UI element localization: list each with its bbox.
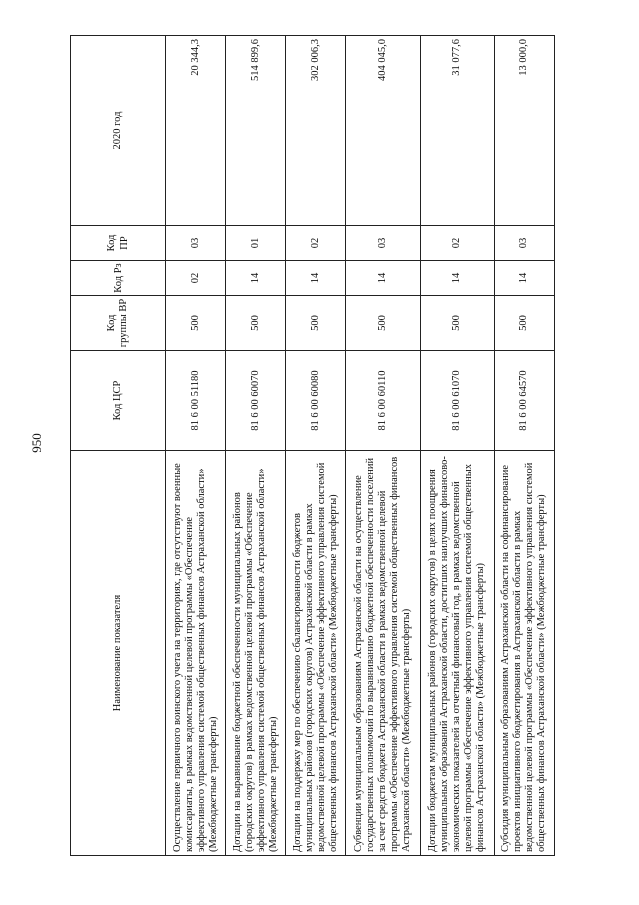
row-csr: 81 6 00 60070	[226, 351, 286, 451]
table-row	[166, 36, 226, 856]
row-vr: 500	[226, 296, 286, 351]
row-rz: 14	[494, 261, 554, 296]
row-name: Субсидия муниципальным образованиям Астраханской области на софинансирование проектов инициативного бюджетирования в Астраханской области в рамках ведомственной целевой программы «Обеспечение эффективного управления системой общественных финансов Астраханской области» (Межбюджетные трансферты)	[494, 451, 554, 856]
row-vr: 500	[346, 296, 420, 351]
table-row	[420, 36, 494, 856]
row-rz: 14	[226, 261, 286, 296]
row-name: Субвенции муниципальным образованиям Астраханской области на осуществление государственных полномочий по выравниванию бюджетной обеспеченности поселений за счет средств бюджета Астраханской области в рамках ведомственной целевой программы «Обеспечение эффективного управления системой общественных финансов Астраханской области» (Межбюджетные трансферты)	[346, 451, 420, 856]
row-rz: 14	[286, 261, 346, 296]
table-row	[286, 36, 346, 856]
row-rz: 14	[346, 261, 420, 296]
row-pr: 03	[346, 226, 420, 261]
row-pr: 03	[166, 226, 226, 261]
row-amount: 31 077,6	[420, 36, 494, 226]
table-row	[226, 36, 286, 856]
row-amount: 13 000,0	[494, 36, 554, 226]
row-csr: 81 6 00 60110	[346, 351, 420, 451]
row-name: Дотации на поддержку мер по обеспечению сбалансированности бюджетов муниципальных районов (городских округов) Астраханской области в рамках ведомственной целевой программы «Обеспечение эффективного управления системой общественных финансов Астраханской области» (Межбюджетные трансферты)	[286, 451, 346, 856]
row-vr: 500	[166, 296, 226, 351]
row-vr: 500	[494, 296, 554, 351]
row-pr: 02	[420, 226, 494, 261]
table-header-row	[71, 36, 166, 856]
row-pr: 02	[286, 226, 346, 261]
row-amount: 404 045,0	[346, 36, 420, 226]
row-csr: 81 6 00 51180	[166, 351, 226, 451]
table-row	[346, 36, 420, 856]
page-number: 950	[29, 433, 44, 453]
row-csr: 81 6 00 64570	[494, 351, 554, 451]
header-rz: Код Рз	[71, 261, 166, 296]
row-amount: 302 006,3	[286, 36, 346, 226]
budget-table	[70, 35, 555, 856]
header-vr: Код группы ВР	[71, 296, 166, 351]
header-year: 2020 год	[71, 36, 166, 226]
row-csr: 81 6 00 61070	[420, 351, 494, 451]
row-vr: 500	[286, 296, 346, 351]
row-pr: 01	[226, 226, 286, 261]
header-pr: Код ПР	[71, 226, 166, 261]
row-amount: 20 344,3	[166, 36, 226, 226]
row-csr: 81 6 00 60080	[286, 351, 346, 451]
row-name: Осуществление первичного воинского учета на территориях, где отсутствуют военные комиссариаты, в рамках ведомственной целевой программы «Обеспечение эффективного управления системой общественных финансов Астраханской области» (Межбюджетные трансферты)	[166, 451, 226, 856]
row-rz: 14	[420, 261, 494, 296]
row-name: Дотации бюджетам муниципальных районов (городских округов) в целях поощрения муниципальных образований Астраханской области, достигших наилучших финансово-экономических показателей за отчетный финансовый год, в рамках ведомственной целевой программы «Обеспечение эффективного управления системой общественных финансов Астраханской области» (Межбюджетные трансферты)	[420, 451, 494, 856]
row-rz: 02	[166, 261, 226, 296]
row-vr: 500	[420, 296, 494, 351]
header-name: Наименование показателя	[71, 451, 166, 856]
row-pr: 03	[494, 226, 554, 261]
table-row	[494, 36, 554, 856]
row-amount: 514 899,6	[226, 36, 286, 226]
row-name: Дотации на выравнивание бюджетной обеспеченности муниципальных районов (городских округов) в рамках ведомственной целевой программы «Обеспечение эффективного управления системой общественных финансов Астраханской области» (Межбюджетные трансферты)	[226, 451, 286, 856]
rotated-table-container	[70, 36, 555, 856]
header-csr: Код ЦСР	[71, 351, 166, 451]
